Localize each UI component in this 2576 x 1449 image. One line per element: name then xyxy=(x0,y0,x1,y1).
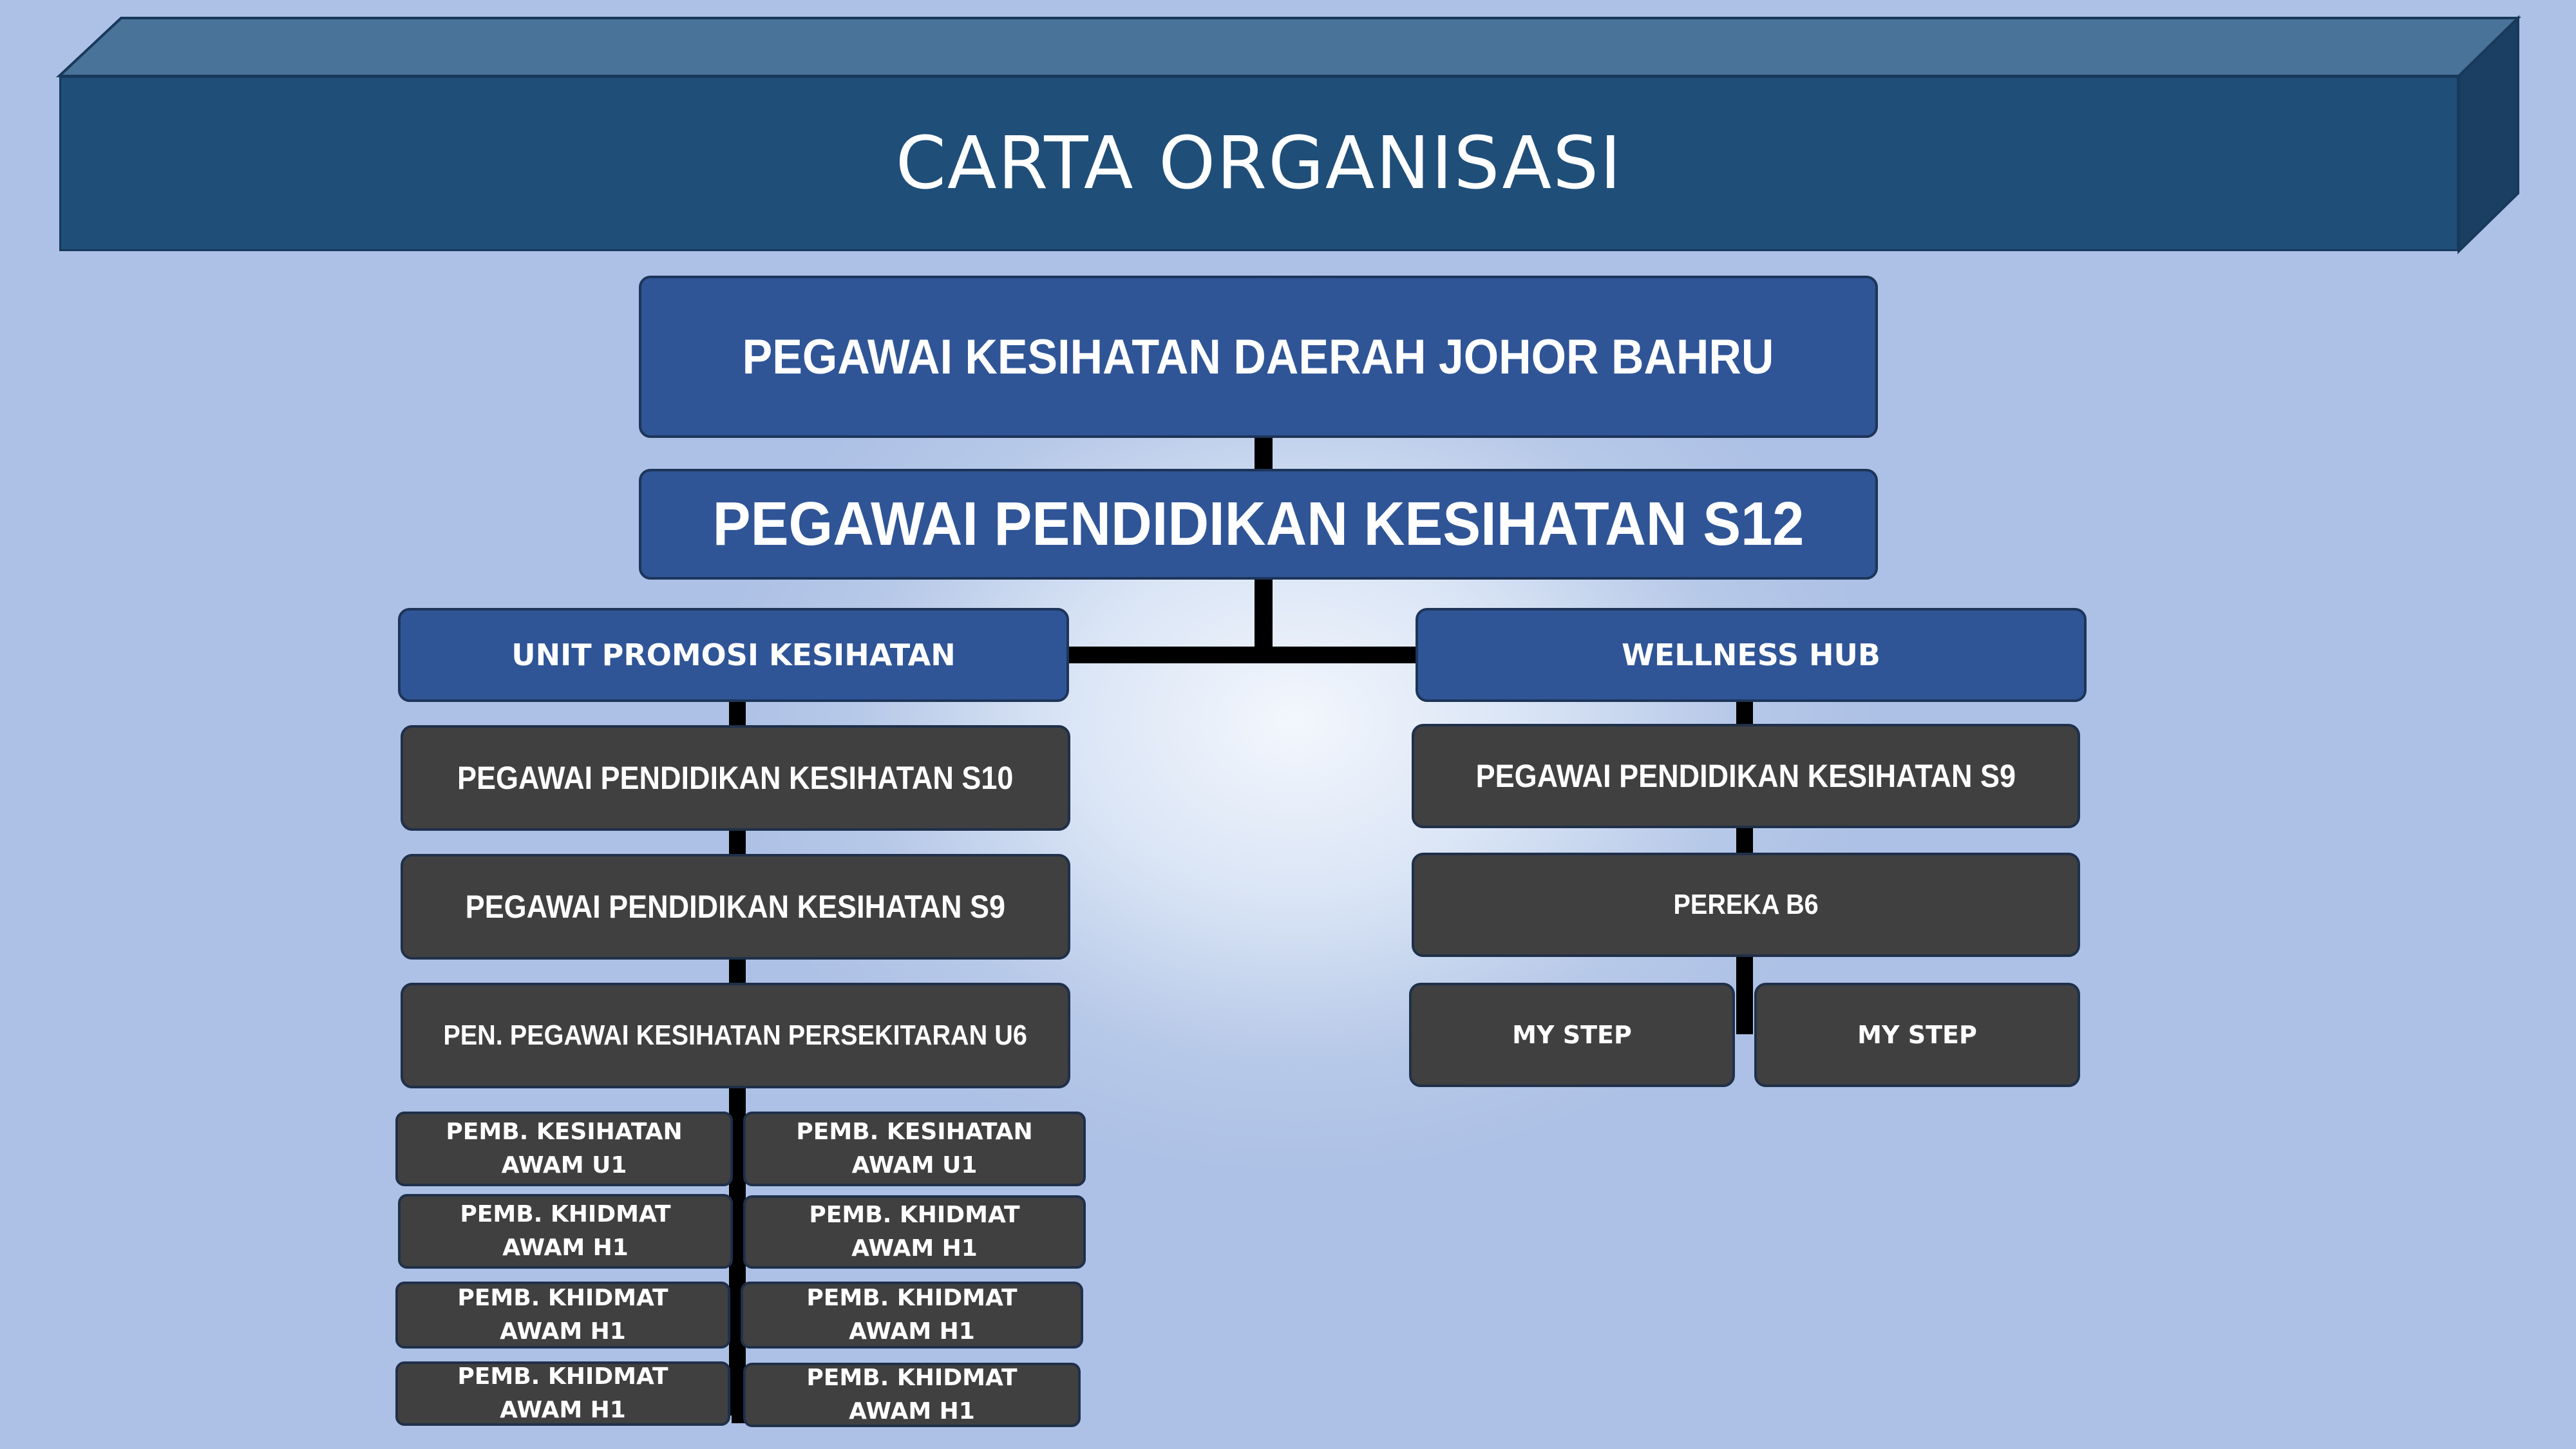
banner-top-face xyxy=(59,18,2518,76)
role-s9-left-label: PEGAWAI PENDIDIKAN KESIHATAN S9 xyxy=(465,889,1006,925)
district-officer-label: PEGAWAI KESIHATAN DAERAH JOHOR BAHRU xyxy=(743,329,1774,384)
connector-head xyxy=(1255,435,1273,473)
connector-horizontal xyxy=(1066,647,1417,663)
unit-wellness-hub xyxy=(1416,608,2087,702)
staff-left-1 xyxy=(395,1112,733,1186)
box-health-educator-s12 xyxy=(639,469,1878,580)
role-b6-label: PEREKA B6 xyxy=(1673,889,1819,920)
role-b6 xyxy=(1412,853,2080,957)
unit-health-promotion xyxy=(398,608,1069,702)
title-banner xyxy=(59,76,2459,251)
unit-wellness-hub-label: WELLNESS HUB xyxy=(1622,638,1880,672)
connector-s12-down xyxy=(1255,578,1273,657)
staff-right-4 xyxy=(743,1363,1081,1427)
box-district-health-officer xyxy=(639,276,1878,438)
staff-right-2-label: PEMB. KHIDMAT AWAM H1 xyxy=(809,1202,1020,1262)
intern-my-step-1-label: MY STEP xyxy=(1512,1021,1632,1049)
staff-right-1 xyxy=(743,1112,1086,1186)
staff-right-4-label: PEMB. KHIDMAT AWAM H1 xyxy=(806,1365,1018,1425)
s12-label: PEGAWAI PENDIDIKAN KESIHATAN S12 xyxy=(712,489,1804,558)
staff-right-3 xyxy=(741,1282,1083,1349)
staff-right-1-label: PEMB. KESIHATAN AWAM U1 xyxy=(796,1119,1033,1179)
intern-my-step-2 xyxy=(1754,983,2080,1087)
staff-left-4 xyxy=(395,1361,730,1426)
staff-left-3 xyxy=(395,1282,730,1349)
staff-left-4-label: PEMB. KHIDMAT AWAM H1 xyxy=(457,1363,668,1423)
role-u6-label: PEN. PEGAWAI KESIHATAN PERSEKITARAN U6 xyxy=(443,1019,1028,1051)
role-s9-right xyxy=(1412,724,2080,828)
role-u6 xyxy=(401,983,1070,1088)
unit-health-promotion-label: UNIT PROMOSI KESIHATAN xyxy=(511,638,956,672)
role-s10-label: PEGAWAI PENDIDIKAN KESIHATAN S10 xyxy=(457,760,1014,796)
intern-my-step-2-label: MY STEP xyxy=(1857,1021,1977,1049)
page-title: CARTA ORGANISASI xyxy=(895,122,1623,205)
staff-right-2 xyxy=(743,1195,1086,1269)
staff-left-3-label: PEMB. KHIDMAT AWAM H1 xyxy=(457,1285,668,1345)
role-s9-left xyxy=(401,854,1070,960)
role-s9-right-label: PEGAWAI PENDIDIKAN KESIHATAN S9 xyxy=(1475,758,2016,794)
staff-left-2 xyxy=(398,1194,733,1269)
staff-left-1-label: PEMB. KESIHATAN AWAM U1 xyxy=(446,1119,683,1179)
staff-left-2-label: PEMB. KHIDMAT AWAM H1 xyxy=(460,1201,671,1261)
staff-right-3-label: PEMB. KHIDMAT AWAM H1 xyxy=(806,1285,1018,1345)
role-s10 xyxy=(401,725,1070,831)
intern-my-step-1 xyxy=(1409,983,1735,1087)
